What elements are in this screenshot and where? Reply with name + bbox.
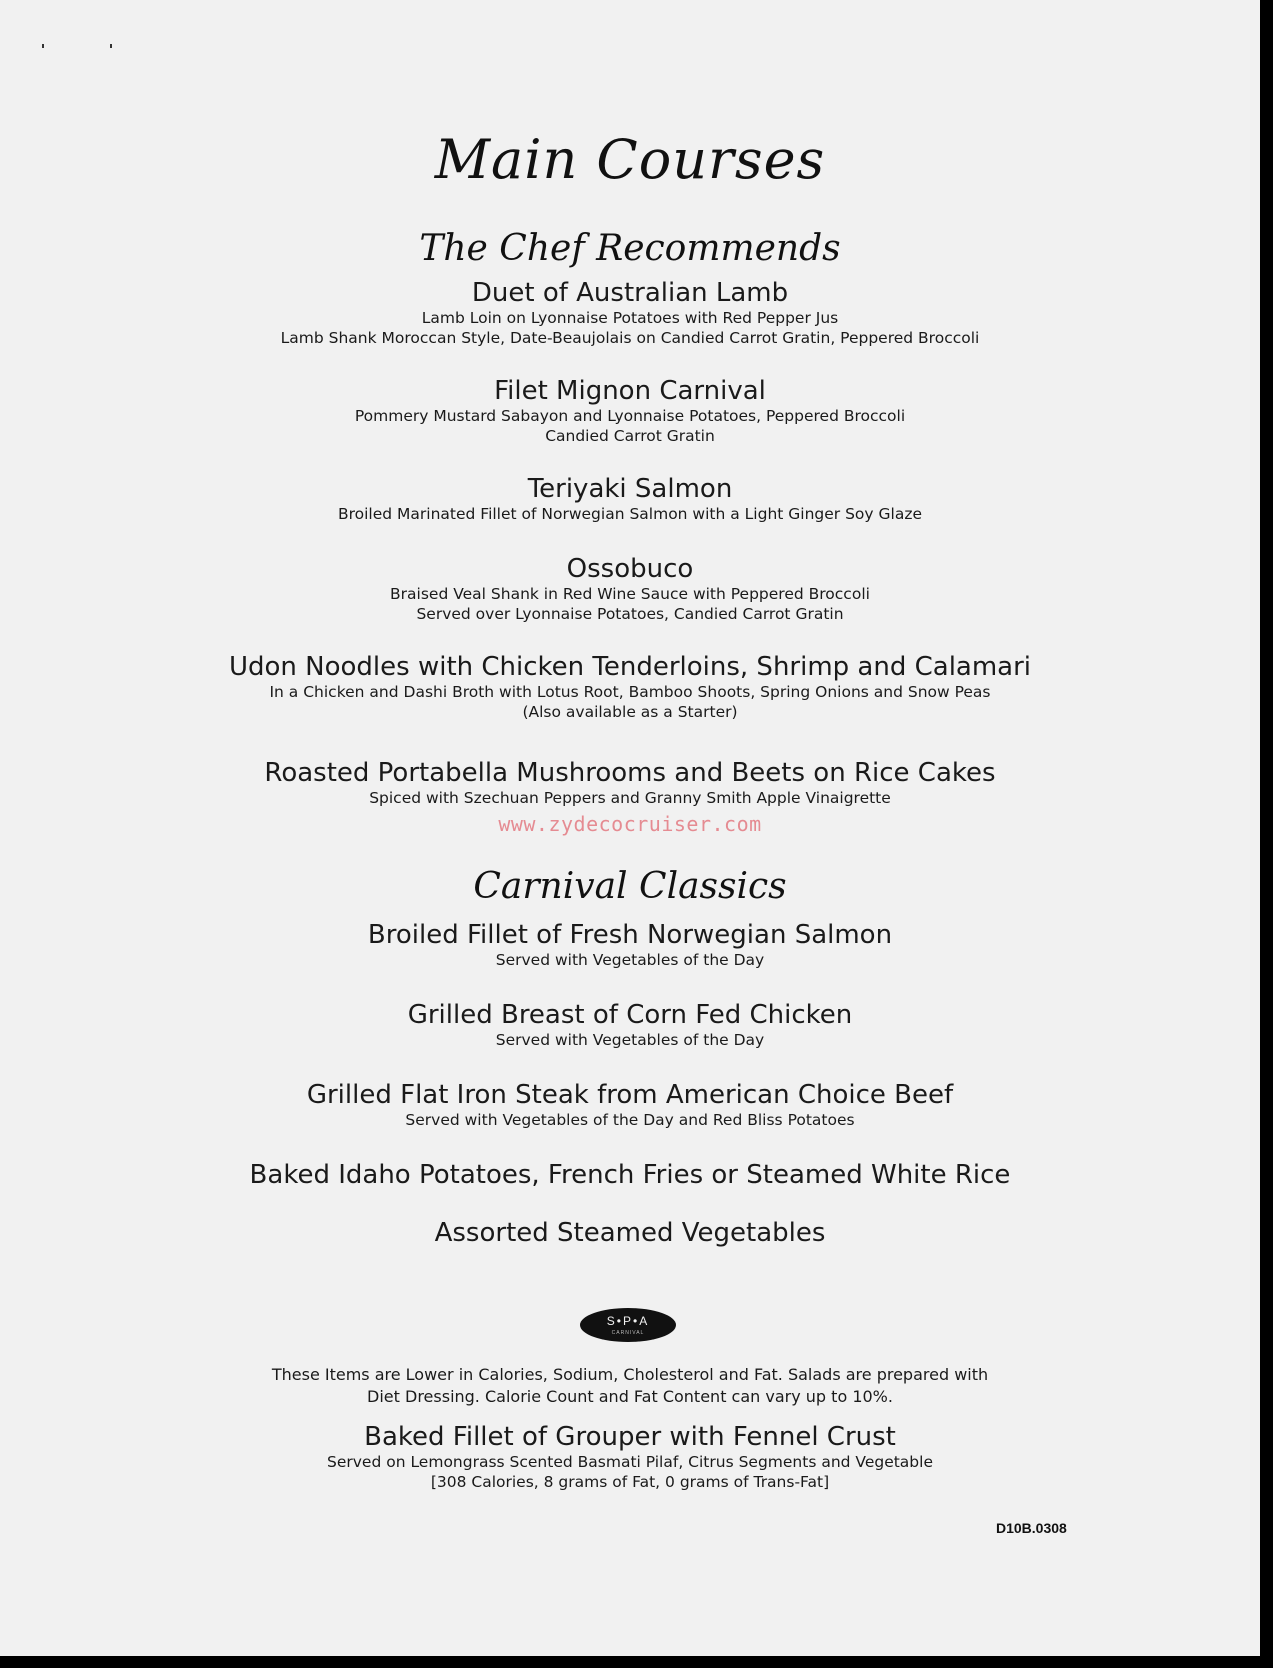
item-desc: Served over Lyonnaise Potatoes, Candied Carrot Gratin xyxy=(416,605,844,623)
item-name: Filet Mignon Carnival xyxy=(494,376,766,406)
menu-item xyxy=(0,474,1260,524)
item-desc: Pommery Mustard Sabayon and Lyonnaise Potatoes, Peppered Broccoli xyxy=(354,407,906,425)
scan-speck xyxy=(110,44,112,48)
item-name: Teriyaki Salmon xyxy=(527,474,733,504)
item-name: Assorted Steamed Vegetables xyxy=(434,1218,826,1248)
item-desc: Spiced with Szechuan Peppers and Granny Smith Apple Vinaigrette xyxy=(369,789,891,807)
item-desc: Served on Lemongrass Scented Basmati Pilaf, Citrus Segments and Vegetable xyxy=(326,1453,933,1471)
menu-item xyxy=(0,1080,1260,1130)
menu-item xyxy=(0,758,1260,808)
spa-note-line: These Items are Lower in Calories, Sodium, Cholesterol and Fat. Salads are prepared with xyxy=(271,1365,989,1384)
item-desc: Candied Carrot Gratin xyxy=(545,427,715,445)
spa-logo xyxy=(580,1308,676,1342)
menu-item xyxy=(0,278,1260,348)
item-desc: Served with Vegetables of the Day and Red Bliss Potatoes xyxy=(405,1111,855,1129)
item-desc: Broiled Marinated Fillet of Norwegian Salmon with a Light Ginger Soy Glaze xyxy=(337,505,923,523)
item-desc: Served with Vegetables of the Day xyxy=(495,1031,765,1049)
item-name: Baked Idaho Potatoes, French Fries or Steamed White Rice xyxy=(249,1160,1011,1190)
menu-item xyxy=(0,1218,1260,1248)
item-name: Broiled Fillet of Fresh Norwegian Salmon xyxy=(367,920,893,950)
item-name: Roasted Portabella Mushrooms and Beets on Rice Cakes xyxy=(264,758,996,788)
spa-note xyxy=(0,1364,1260,1408)
carnival-classics-heading: Carnival Classics xyxy=(473,866,787,907)
page-title: Main Courses xyxy=(434,128,826,191)
item-desc: Lamb Loin on Lyonnaise Potatoes with Red Pepper Jus xyxy=(421,309,839,327)
item-name: Grilled Breast of Corn Fed Chicken xyxy=(407,1000,853,1030)
item-desc: Lamb Shank Moroccan Style, Date-Beaujolais on Candied Carrot Gratin, Peppered Broccoli xyxy=(280,329,980,347)
item-name: Ossobuco xyxy=(566,554,694,584)
watermark: www.zydecocruiser.com xyxy=(498,812,762,836)
menu-item xyxy=(0,554,1260,624)
item-desc: Served with Vegetables of the Day xyxy=(495,951,765,969)
item-desc: Braised Veal Shank in Red Wine Sauce with Peppered Broccoli xyxy=(390,585,870,603)
item-name: Grilled Flat Iron Steak from American Choice Beef xyxy=(306,1080,954,1110)
item-desc: In a Chicken and Dashi Broth with Lotus Root, Bamboo Shoots, Spring Onions and Snow Peas xyxy=(269,683,991,701)
menu-item xyxy=(0,376,1260,446)
item-name: Duet of Australian Lamb xyxy=(471,278,789,308)
spa-note-line: Diet Dressing. Calorie Count and Fat Content can vary up to 10%. xyxy=(367,1387,893,1406)
chef-recommends-heading: The Chef Recommends xyxy=(419,228,841,269)
item-desc: (Also available as a Starter) xyxy=(522,703,738,721)
item-desc: [308 Calories, 8 grams of Fat, 0 grams of Trans-Fat] xyxy=(430,1473,830,1491)
item-name: Udon Noodles with Chicken Tenderloins, Shrimp and Calamari xyxy=(228,652,1032,682)
item-name: Baked Fillet of Grouper with Fennel Crust xyxy=(364,1422,896,1452)
spa-logo-letters: S•P•A xyxy=(606,1314,650,1328)
menu-item xyxy=(0,652,1260,722)
menu-item xyxy=(0,1160,1260,1190)
spa-logo-sub: CARNIVAL xyxy=(611,1330,645,1336)
menu-item xyxy=(0,920,1260,970)
menu-code: D10B.0308 xyxy=(996,1520,1067,1536)
spa-menu-item xyxy=(0,1422,1260,1492)
menu-item xyxy=(0,1000,1260,1050)
scan-speck xyxy=(42,44,44,48)
